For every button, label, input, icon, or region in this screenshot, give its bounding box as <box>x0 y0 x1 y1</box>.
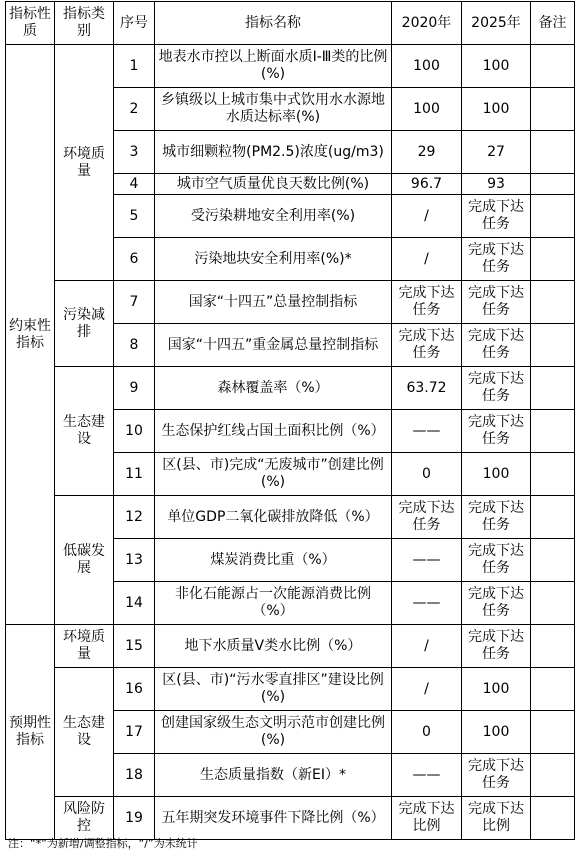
remark-cell <box>531 281 575 324</box>
indicator-name-cell: 乡镇级以上城市集中式饮用水水源地水质达标率(%) <box>155 88 392 131</box>
value-2020-cell: 100 <box>392 45 462 88</box>
remark-cell <box>531 539 575 582</box>
value-2025-cell: 完成下达任务 <box>462 281 531 324</box>
table-row <box>6 367 575 410</box>
value-2025-cell: 27 <box>462 131 531 174</box>
value-2020-cell: —— <box>392 754 462 797</box>
remark-cell <box>531 582 575 625</box>
header-2020: 2020年 <box>392 2 462 45</box>
indicator-name-cell: 单位GDP二氧化碳排放降低（%） <box>155 496 392 539</box>
indicator-table <box>5 1 575 840</box>
table-row <box>6 45 575 88</box>
value-2020-cell: 63.72 <box>392 367 462 410</box>
table-footnote: 注：“*”为新增/调整指标，“/”为未统计 <box>8 837 198 850</box>
value-2020-cell: 100 <box>392 88 462 131</box>
remark-cell <box>531 453 575 496</box>
remark-cell <box>531 174 575 195</box>
remark-cell <box>531 367 575 410</box>
indicator-name-cell: 森林覆盖率（%） <box>155 367 392 410</box>
seq-cell: 8 <box>114 324 155 367</box>
remark-cell <box>531 324 575 367</box>
value-2025-cell: 完成下达任务 <box>462 367 531 410</box>
seq-cell: 7 <box>114 281 155 324</box>
indicator-name-cell: 生态质量指数（新EI）* <box>155 754 392 797</box>
category-cell: 环境质量 <box>55 45 114 281</box>
value-2020-cell: 29 <box>392 131 462 174</box>
remark-cell <box>531 711 575 754</box>
table-row <box>6 496 575 539</box>
value-2020-cell: 96.7 <box>392 174 462 195</box>
value-2020-cell: 完成下达任务 <box>392 324 462 367</box>
seq-cell: 10 <box>114 410 155 453</box>
value-2025-cell: 完成下达任务 <box>462 410 531 453</box>
indicator-name-cell: 五年期突发环境事件下降比例（%） <box>155 797 392 840</box>
header-nature: 指标性质 <box>6 2 55 45</box>
value-2025-cell: 完成下达任务 <box>462 238 531 281</box>
category-cell: 生态建设 <box>55 668 114 797</box>
header-row <box>6 2 575 45</box>
header-category: 指标类别 <box>55 2 114 45</box>
seq-cell: 17 <box>114 711 155 754</box>
indicator-name-cell: 煤炭消费比重（%） <box>155 539 392 582</box>
category-cell: 风险防控 <box>55 797 114 840</box>
value-2020-cell: 0 <box>392 453 462 496</box>
category-cell: 生态建设 <box>55 367 114 496</box>
value-2025-cell: 100 <box>462 88 531 131</box>
indicator-name-cell: 城市空气质量优良天数比例(%) <box>155 174 392 195</box>
value-2025-cell: 完成下达任务 <box>462 195 531 238</box>
indicator-name-cell: 地表水市控以上断面水质Ⅰ-Ⅲ类的比例(%) <box>155 45 392 88</box>
remark-cell <box>531 797 575 840</box>
value-2020-cell: 完成下达比例 <box>392 797 462 840</box>
seq-cell: 18 <box>114 754 155 797</box>
indicator-name-cell: 创建国家级生态文明示范市创建比例(%) <box>155 711 392 754</box>
seq-cell: 15 <box>114 625 155 668</box>
value-2025-cell: 完成下达任务 <box>462 625 531 668</box>
remark-cell <box>531 754 575 797</box>
indicator-name-cell: 受污染耕地安全利用率(%) <box>155 195 392 238</box>
header-seq: 序号 <box>114 2 155 45</box>
category-cell: 环境质量 <box>55 625 114 668</box>
seq-cell: 13 <box>114 539 155 582</box>
category-cell: 污染减排 <box>55 281 114 367</box>
value-2020-cell: 0 <box>392 711 462 754</box>
category-cell: 低碳发展 <box>55 496 114 625</box>
table-row <box>6 625 575 668</box>
header-remark: 备注 <box>531 2 575 45</box>
value-2025-cell: 93 <box>462 174 531 195</box>
value-2020-cell: / <box>392 668 462 711</box>
remark-cell <box>531 410 575 453</box>
seq-cell: 3 <box>114 131 155 174</box>
value-2020-cell: / <box>392 195 462 238</box>
indicator-name-cell: 污染地块安全利用率(%)* <box>155 238 392 281</box>
table-row <box>6 281 575 324</box>
remark-cell <box>531 88 575 131</box>
seq-cell: 2 <box>114 88 155 131</box>
seq-cell: 5 <box>114 195 155 238</box>
seq-cell: 6 <box>114 238 155 281</box>
remark-cell <box>531 668 575 711</box>
indicator-name-cell: 生态保护红线占国土面积比例（%） <box>155 410 392 453</box>
remark-cell <box>531 496 575 539</box>
value-2020-cell: —— <box>392 539 462 582</box>
value-2020-cell: / <box>392 238 462 281</box>
value-2020-cell: —— <box>392 410 462 453</box>
value-2020-cell: 完成下达任务 <box>392 281 462 324</box>
indicator-name-cell: 国家“十四五”总量控制指标 <box>155 281 392 324</box>
table-header <box>6 2 575 45</box>
indicator-name-cell: 区(县、市)完成“无废城市”创建比例(%) <box>155 453 392 496</box>
value-2025-cell: 完成下达任务 <box>462 539 531 582</box>
table-row <box>6 668 575 711</box>
seq-cell: 1 <box>114 45 155 88</box>
value-2025-cell: 100 <box>462 668 531 711</box>
remark-cell <box>531 238 575 281</box>
indicator-name-cell: 地下水质量Ⅴ类水比例（%） <box>155 625 392 668</box>
header-name: 指标名称 <box>155 2 392 45</box>
value-2025-cell: 完成下达任务 <box>462 582 531 625</box>
seq-cell: 9 <box>114 367 155 410</box>
nature-cell: 约束性指标 <box>6 45 55 625</box>
value-2020-cell: 完成下达任务 <box>392 496 462 539</box>
indicator-name-cell: 非化石能源占一次能源消费比例（%） <box>155 582 392 625</box>
indicator-name-cell: 区(县、市)“污水零直排区”建设比例(%) <box>155 668 392 711</box>
indicator-name-cell: 城市细颗粒物(PM2.5)浓度(ug/m3) <box>155 131 392 174</box>
seq-cell: 12 <box>114 496 155 539</box>
value-2025-cell: 完成下达任务 <box>462 496 531 539</box>
remark-cell <box>531 45 575 88</box>
indicator-name-cell: 国家“十四五”重金属总量控制指标 <box>155 324 392 367</box>
remark-cell <box>531 625 575 668</box>
remark-cell <box>531 131 575 174</box>
value-2025-cell: 完成下达比例 <box>462 797 531 840</box>
value-2025-cell: 完成下达任务 <box>462 754 531 797</box>
seq-cell: 16 <box>114 668 155 711</box>
value-2025-cell: 100 <box>462 453 531 496</box>
seq-cell: 11 <box>114 453 155 496</box>
value-2020-cell: —— <box>392 582 462 625</box>
header-2025: 2025年 <box>462 2 531 45</box>
value-2025-cell: 完成下达任务 <box>462 324 531 367</box>
value-2025-cell: 100 <box>462 45 531 88</box>
table-row <box>6 797 575 840</box>
table-body <box>6 45 575 840</box>
value-2025-cell: 100 <box>462 711 531 754</box>
nature-cell: 预期性指标 <box>6 625 55 840</box>
seq-cell: 19 <box>114 797 155 840</box>
seq-cell: 4 <box>114 174 155 195</box>
seq-cell: 14 <box>114 582 155 625</box>
remark-cell <box>531 195 575 238</box>
value-2020-cell: / <box>392 625 462 668</box>
